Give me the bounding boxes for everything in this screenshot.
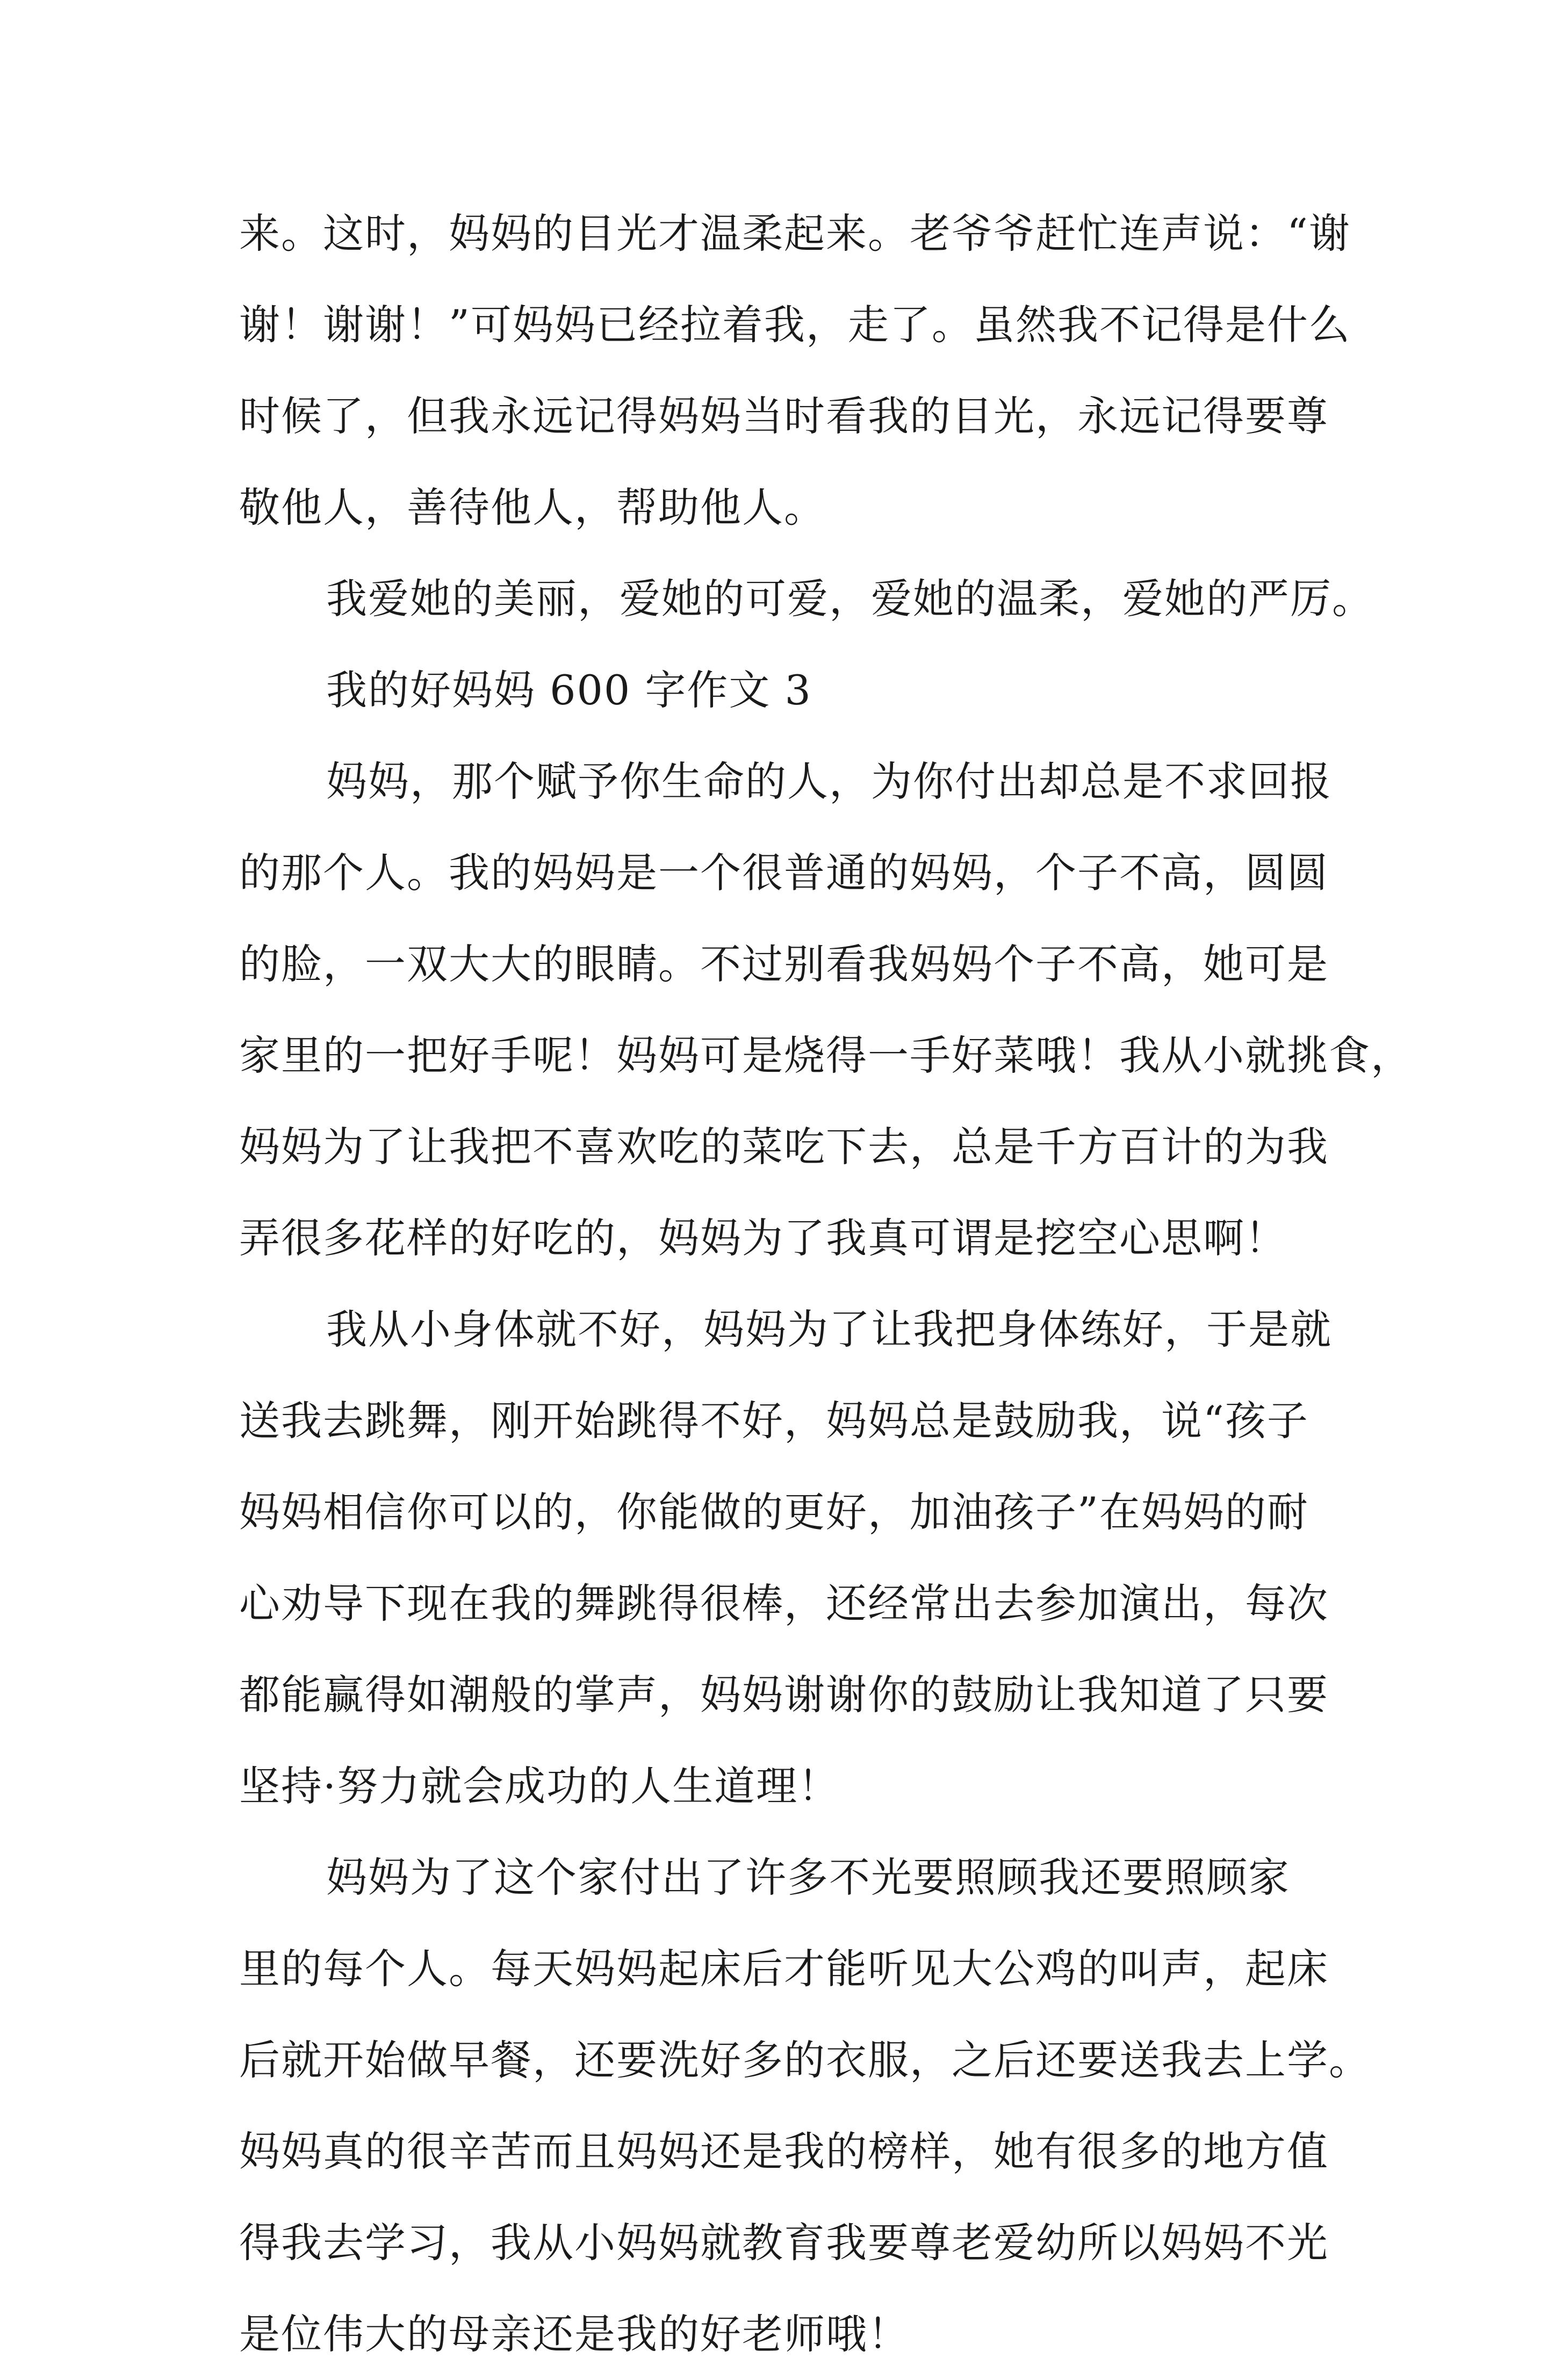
text-line: 的脸，一双大大的眼睛。不过别看我妈妈个子不高，她可是 — [239, 940, 1329, 988]
text-line: 我爱她的美丽，爱她的可爱，爱她的温柔，爱她的严厉。 — [326, 575, 1374, 623]
text-line: 敬他人，善待他人，帮助他人。 — [239, 484, 826, 531]
text-line: 妈妈真的很辛苦而且妈妈还是我的榜样，她有很多的地方值 — [239, 2127, 1329, 2175]
text-line: 得我去学习，我从小妈妈就教育我要尊老爱幼所以妈妈不光 — [239, 2219, 1329, 2267]
text-line: 坚持·努力就会成功的人生道理！ — [239, 1762, 840, 1810]
text-line: 的那个人。我的妈妈是一个很普通的妈妈，个子不高，圆圆 — [239, 849, 1329, 897]
text-line: 妈妈相信你可以的，你能做的更好，加油孩子”在妈妈的耐 — [239, 1488, 1309, 1536]
text-line: 时候了，但我永远记得妈妈当时看我的目光，永远记得要尊 — [239, 392, 1329, 440]
text-line: 都能赢得如潮般的掌声，妈妈谢谢你的鼓励让我知道了只要 — [239, 1671, 1329, 1719]
text-line: 送我去跳舞，刚开始跳得不好，妈妈总是鼓励我，说“孩子 — [239, 1397, 1309, 1445]
section-heading: 我的好妈妈 600 字作文 3 — [326, 666, 812, 714]
text-line: 后就开始做早餐，还要洗好多的衣服，之后还要送我去上学。 — [239, 2036, 1371, 2084]
text-line: 是位伟大的母亲还是我的好老师哦！ — [239, 2310, 910, 2358]
text-line: 里的每个人。每天妈妈起床后才能听见大公鸡的叫声，起床 — [239, 1945, 1329, 1993]
text-line: 妈妈，那个赋予你生命的人，为你付出却总是不求回报 — [326, 758, 1332, 805]
text-line: 谢！谢谢！”可妈妈已经拉着我，走了。虽然我不记得是什么 — [239, 301, 1351, 349]
text-line: 家里的一把好手呢！妈妈可是烧得一手好菜哦！我从小就挑食， — [239, 1032, 1413, 1079]
text-line: 妈妈为了这个家付出了许多不光要照顾我还要照顾家 — [326, 1853, 1290, 1901]
text-line: 心劝导下现在我的舞跳得很棒，还经常出去参加演出，每次 — [239, 1580, 1329, 1627]
text-line: 弄很多花样的好吃的，妈妈为了我真可谓是挖空心思啊！ — [239, 1214, 1287, 1262]
text-line: 妈妈为了让我把不喜欢吃的菜吃下去，总是千方百计的为我 — [239, 1123, 1329, 1171]
text-line: 我从小身体就不好，妈妈为了让我把身体练好，于是就 — [326, 1306, 1332, 1353]
document-body — [239, 188, 1413, 2380]
text-line: 来。这时，妈妈的目光才温柔起来。老爷爷赶忙连声说：“谢 — [239, 210, 1351, 257]
